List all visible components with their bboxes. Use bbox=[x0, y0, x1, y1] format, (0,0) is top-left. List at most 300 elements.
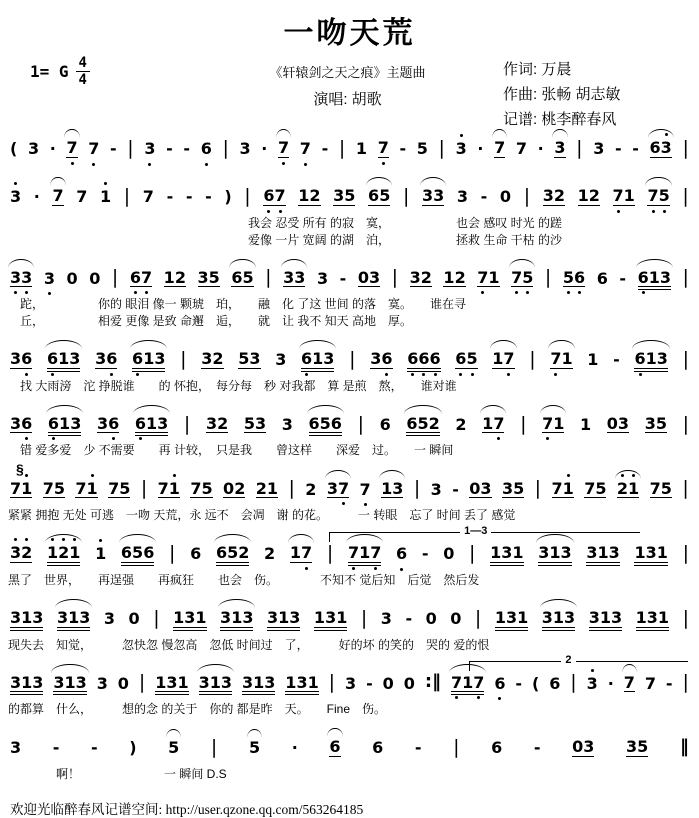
note-char: 1 bbox=[648, 267, 660, 287]
barline: | bbox=[360, 606, 368, 629]
note-char: 3 bbox=[656, 349, 668, 369]
note-char: 3 bbox=[27, 139, 40, 159]
note-char: 7 bbox=[75, 478, 87, 498]
note-group bbox=[264, 545, 275, 563]
note-char: 7 bbox=[337, 478, 350, 498]
note-group bbox=[309, 415, 342, 434]
note-group bbox=[66, 139, 77, 158]
note-char: 7 bbox=[157, 478, 169, 498]
lyrics-line: 我会 忍受 所有 的寂 寞， 也会 感叹 时光 的蹉 bbox=[8, 215, 563, 230]
notation-symbol bbox=[481, 188, 488, 206]
note-char: 6 bbox=[494, 673, 506, 693]
note-group bbox=[104, 610, 115, 628]
note-char: 5 bbox=[658, 186, 670, 206]
note-char: 1 bbox=[587, 350, 599, 370]
lyrics-line: 错 爱多爱 少 不需要 再 计较， 只是我 曾这样 深爱 过。 一 瞬间 bbox=[8, 443, 454, 458]
note-group bbox=[95, 350, 117, 369]
note-char: 2 bbox=[255, 478, 267, 498]
note-group bbox=[278, 139, 289, 158]
note-char: 3 bbox=[586, 543, 598, 563]
note-group bbox=[378, 139, 389, 158]
note-group bbox=[28, 140, 39, 158]
note-char: 7 bbox=[66, 138, 78, 158]
note-char: 3 bbox=[560, 543, 572, 563]
lyrics-line: 啊！ 一 瞬间 D.S bbox=[8, 766, 227, 781]
note-group bbox=[426, 610, 437, 628]
note-group bbox=[554, 139, 565, 158]
note-group bbox=[329, 738, 340, 757]
note-group bbox=[53, 674, 86, 693]
note-char: 1 bbox=[253, 672, 265, 692]
notation-symbol bbox=[183, 140, 190, 158]
note-char: 1 bbox=[173, 607, 185, 627]
note-char: 6 bbox=[263, 186, 275, 206]
note-char: 5 bbox=[227, 543, 239, 563]
note-group bbox=[550, 350, 572, 369]
note-char: 6 bbox=[372, 738, 384, 758]
note-char: 3 bbox=[455, 139, 467, 159]
notation-symbol bbox=[452, 481, 459, 499]
barline: | bbox=[413, 477, 421, 500]
note-char: 1 bbox=[482, 413, 494, 433]
note-char: 3 bbox=[96, 673, 108, 693]
notation-symbol bbox=[129, 739, 136, 757]
notation-symbol bbox=[50, 140, 56, 158]
note-char: 6 bbox=[215, 543, 228, 563]
note-char: 5 bbox=[416, 139, 428, 159]
note-char: 1 bbox=[490, 543, 502, 563]
note-group bbox=[301, 350, 334, 369]
note-group bbox=[381, 480, 403, 499]
music-system bbox=[8, 335, 691, 395]
note-char: - bbox=[613, 350, 620, 370]
note-char: 6 bbox=[407, 349, 419, 369]
note-char: 7 bbox=[301, 543, 313, 563]
note-char: 3 bbox=[370, 349, 382, 369]
note-char: 3 bbox=[660, 138, 672, 158]
notation-symbol bbox=[292, 739, 298, 757]
note-char: 6 bbox=[637, 267, 649, 287]
note-group bbox=[368, 187, 390, 206]
lyrics-line: 找 大雨滂 沱 挣脱谁 的 怀抱， 每分每 秒 对我都 算 是煎 熬， 谁对谁 bbox=[8, 378, 457, 393]
note-group bbox=[263, 187, 285, 206]
note-char: 6 bbox=[368, 186, 380, 206]
note-char: 1 bbox=[307, 672, 319, 692]
note-group bbox=[490, 544, 523, 563]
barline: | bbox=[326, 541, 334, 564]
note-char: · bbox=[33, 187, 40, 207]
note-char: 6 bbox=[308, 413, 320, 433]
note-group bbox=[256, 480, 278, 499]
note-char: 3 bbox=[608, 543, 620, 563]
notation-symbol bbox=[167, 188, 174, 206]
note-char: 3 bbox=[103, 608, 116, 628]
note-char: 5 bbox=[242, 267, 254, 287]
note-group bbox=[267, 609, 300, 628]
note-group bbox=[381, 610, 392, 628]
note-char: 2 bbox=[21, 543, 33, 563]
note-group bbox=[456, 140, 467, 158]
note-char: 6 bbox=[455, 349, 467, 369]
note-char: 3 bbox=[10, 738, 22, 758]
note-char: 3 bbox=[241, 672, 254, 692]
note-char: 1 bbox=[634, 543, 646, 563]
final-barline: ‖ bbox=[679, 736, 689, 758]
note-char: 7 bbox=[550, 349, 562, 369]
note-group bbox=[348, 544, 381, 563]
note-char: 2 bbox=[217, 413, 229, 433]
note-group bbox=[607, 415, 629, 434]
note-char: 6 bbox=[21, 413, 33, 433]
note-char: 0 bbox=[223, 478, 235, 498]
note-group bbox=[626, 738, 648, 757]
note-char: 3 bbox=[283, 267, 295, 287]
note-char: 3 bbox=[380, 608, 392, 628]
note-group bbox=[617, 480, 639, 499]
note-group bbox=[511, 269, 533, 288]
note-char: 3 bbox=[294, 267, 306, 287]
music-system bbox=[8, 172, 691, 248]
note-char: 7 bbox=[494, 138, 506, 158]
notation-symbol bbox=[608, 675, 614, 693]
note-char: 6 bbox=[231, 267, 243, 287]
note-group bbox=[10, 609, 43, 628]
note-char: 6 bbox=[330, 413, 342, 433]
note-char: 1 bbox=[517, 607, 529, 627]
note-char: 7 bbox=[190, 478, 202, 498]
barline: | bbox=[402, 184, 410, 207]
note-char: - bbox=[110, 139, 117, 159]
notation-symbol bbox=[91, 739, 98, 757]
note-char: 7 bbox=[647, 186, 659, 206]
note-char: 3 bbox=[316, 268, 329, 288]
footer-note: 欢迎光临醉春风记谱空间: http://user.qzone.qq.com/563264185 bbox=[10, 801, 364, 817]
time-signature-numerator: 4 bbox=[76, 56, 90, 72]
note-char: 0 bbox=[572, 737, 584, 757]
note-group bbox=[143, 188, 154, 206]
note-group bbox=[634, 350, 667, 369]
note-group bbox=[636, 609, 669, 628]
barline: | bbox=[210, 735, 218, 758]
note-char: 0 bbox=[606, 413, 618, 433]
note-char: 6 bbox=[634, 349, 646, 369]
note-char: 7 bbox=[108, 478, 120, 498]
note-group bbox=[135, 415, 168, 434]
note-char: 1 bbox=[177, 672, 189, 692]
note-char: 7 bbox=[493, 413, 505, 433]
note-char: 1 bbox=[69, 543, 81, 563]
note-char: 3 bbox=[10, 607, 22, 627]
note-char: 7 bbox=[515, 139, 527, 159]
barline: | bbox=[328, 671, 336, 694]
note-char: 5 bbox=[660, 478, 672, 498]
note-char: 2 bbox=[264, 544, 276, 564]
note-char: 7 bbox=[299, 139, 311, 159]
time-signature-denominator: 4 bbox=[78, 72, 87, 88]
note-char: 3 bbox=[593, 139, 605, 159]
note-char: 3 bbox=[266, 607, 279, 627]
note-char: · bbox=[49, 139, 56, 159]
note-group bbox=[645, 415, 667, 434]
note-char: 1 bbox=[86, 478, 98, 498]
note-group bbox=[589, 609, 622, 628]
notation-symbol bbox=[10, 140, 17, 158]
note-char: 3 bbox=[10, 413, 22, 433]
note-char: 2 bbox=[212, 349, 224, 369]
note-char: 3 bbox=[480, 478, 492, 498]
note-char: 3 bbox=[201, 349, 213, 369]
note-char: 3 bbox=[264, 672, 276, 692]
note-group bbox=[317, 270, 328, 288]
notation-symbol bbox=[615, 140, 622, 158]
note-char: 7 bbox=[377, 138, 389, 158]
volta-bracket bbox=[469, 654, 688, 671]
note-group bbox=[118, 675, 129, 693]
notation-symbol bbox=[422, 545, 429, 563]
note-char: 1 bbox=[155, 672, 167, 692]
note-group bbox=[223, 480, 245, 499]
key-signature bbox=[30, 56, 90, 87]
note-group bbox=[48, 415, 81, 434]
note-char: 1 bbox=[298, 186, 310, 206]
note-char: 3 bbox=[659, 267, 671, 287]
note-char: 5 bbox=[513, 478, 525, 498]
note-group bbox=[563, 269, 585, 288]
note-group bbox=[500, 188, 511, 206]
note-char: 0 bbox=[403, 673, 415, 693]
note-char: 6 bbox=[596, 268, 608, 288]
note-char: 1 bbox=[168, 478, 180, 498]
note-group bbox=[89, 270, 100, 288]
notation-symbol bbox=[399, 140, 406, 158]
note-char: 1 bbox=[488, 267, 500, 287]
note-char: - bbox=[421, 544, 429, 564]
barline: | bbox=[222, 137, 229, 159]
note-char: 3 bbox=[70, 413, 82, 433]
note-group bbox=[356, 140, 367, 158]
note-group bbox=[638, 269, 671, 288]
note-char: - bbox=[665, 673, 673, 693]
note-group bbox=[173, 609, 206, 628]
barline: | bbox=[288, 477, 295, 500]
note-group bbox=[10, 544, 32, 563]
note-group bbox=[201, 350, 223, 369]
note-group bbox=[43, 480, 65, 499]
note-group bbox=[97, 675, 108, 693]
barline: | bbox=[138, 671, 146, 694]
note-char: 5 bbox=[417, 413, 429, 433]
note-char: 3 bbox=[157, 413, 169, 433]
note-char: 5 bbox=[168, 738, 180, 758]
note-char: 1 bbox=[64, 672, 76, 692]
note-char: 1 bbox=[628, 478, 640, 498]
note-char: 2 bbox=[420, 267, 432, 287]
note-group bbox=[283, 269, 305, 288]
barline: | bbox=[349, 347, 356, 370]
note-char: 1 bbox=[562, 478, 574, 498]
note-char: 1 bbox=[645, 349, 657, 369]
note-group bbox=[650, 139, 672, 158]
notation-symbol bbox=[340, 270, 347, 288]
note-group bbox=[586, 544, 619, 563]
note-char: 6 bbox=[46, 349, 59, 369]
note-char: 1 bbox=[443, 267, 455, 287]
note-char: 6 bbox=[549, 673, 561, 693]
note-char: 3 bbox=[239, 139, 251, 159]
note-char: 3 bbox=[197, 267, 209, 287]
note-group bbox=[10, 415, 32, 434]
note-char: 3 bbox=[205, 413, 218, 433]
note-group bbox=[238, 350, 260, 369]
note-char: 1 bbox=[313, 607, 326, 627]
note-group bbox=[300, 140, 311, 158]
note-char: 3 bbox=[10, 267, 22, 287]
note-char: 6 bbox=[301, 349, 313, 369]
note-char: 3 bbox=[10, 349, 22, 369]
note-char: 7 bbox=[477, 267, 489, 287]
note-char: 6 bbox=[108, 413, 120, 433]
barline: | bbox=[529, 347, 536, 370]
repeat-barline: :‖ bbox=[424, 671, 442, 693]
note-char: - bbox=[515, 673, 523, 693]
note-char: 5 bbox=[655, 413, 667, 433]
note-char: 6 bbox=[429, 349, 441, 369]
note-group bbox=[44, 270, 55, 288]
note-char: 7 bbox=[473, 672, 485, 692]
notation-symbol bbox=[532, 675, 539, 693]
note-group bbox=[305, 481, 316, 499]
note-char: 3 bbox=[538, 543, 550, 563]
note-char: - bbox=[533, 738, 541, 758]
note-group bbox=[372, 739, 383, 757]
note-group bbox=[543, 187, 565, 206]
note-char: 5 bbox=[466, 349, 478, 369]
note-char: 0 bbox=[443, 544, 455, 564]
note-char: - bbox=[632, 139, 639, 159]
barline: | bbox=[520, 412, 527, 435]
note-char: 6 bbox=[200, 139, 212, 159]
note-group bbox=[634, 544, 667, 563]
note-group bbox=[76, 188, 87, 206]
note-char: 3 bbox=[32, 607, 44, 627]
note-group bbox=[396, 545, 407, 563]
notation-symbol bbox=[632, 140, 639, 158]
note-char: 1 bbox=[552, 607, 565, 627]
note-group bbox=[455, 350, 477, 369]
note-char: 0 bbox=[357, 267, 369, 287]
note-char: 7 bbox=[511, 267, 523, 287]
note-group bbox=[552, 480, 574, 499]
note-char: 3 bbox=[617, 413, 630, 433]
note-char: 3 bbox=[53, 672, 65, 692]
note-char: - bbox=[405, 608, 413, 628]
barline: | bbox=[576, 137, 583, 159]
note-char: 6 bbox=[134, 413, 146, 433]
note-group bbox=[580, 416, 591, 434]
note-group bbox=[206, 415, 228, 434]
note-group bbox=[10, 188, 21, 206]
barline: | bbox=[127, 137, 134, 159]
note-group bbox=[450, 610, 461, 628]
music-system bbox=[8, 594, 691, 654]
note-group bbox=[593, 140, 604, 158]
note-char: 1 bbox=[549, 543, 561, 563]
notation-symbol bbox=[538, 140, 544, 158]
note-group bbox=[95, 545, 106, 563]
note-group bbox=[502, 480, 524, 499]
music-system bbox=[8, 524, 691, 589]
note-group bbox=[100, 188, 111, 206]
note-group bbox=[240, 140, 251, 158]
note-char: 5 bbox=[344, 186, 356, 206]
note-char: 3 bbox=[588, 607, 600, 627]
note-group bbox=[314, 609, 347, 628]
note-char: 5 bbox=[248, 738, 261, 758]
note-group bbox=[249, 739, 260, 757]
note-group bbox=[443, 269, 465, 288]
notation-line bbox=[8, 594, 691, 637]
note-char: 7 bbox=[52, 186, 64, 206]
note-char: 7 bbox=[644, 673, 656, 693]
note-char: - bbox=[614, 139, 622, 159]
note-char: 3 bbox=[645, 543, 657, 563]
note-char: - bbox=[321, 139, 329, 159]
note-char: 1 bbox=[623, 186, 635, 206]
note-char: 3 bbox=[10, 187, 22, 207]
volta-bracket bbox=[329, 524, 640, 542]
note-char: 1 bbox=[59, 413, 71, 433]
note-char: 3 bbox=[456, 187, 469, 207]
note-char: 3 bbox=[626, 737, 638, 757]
notation-symbol bbox=[261, 140, 267, 158]
note-char: 6 bbox=[329, 737, 341, 757]
note-group bbox=[52, 187, 63, 206]
note-group bbox=[647, 187, 669, 206]
note-char: 7 bbox=[76, 187, 88, 207]
note-char: 3 bbox=[56, 607, 69, 627]
note-char: 1 bbox=[462, 672, 474, 692]
note-char: - bbox=[414, 738, 422, 758]
note-char: 0 bbox=[89, 268, 101, 288]
barline: | bbox=[682, 412, 689, 435]
note-group bbox=[57, 609, 90, 628]
barline: | bbox=[357, 412, 364, 435]
note-group bbox=[10, 739, 21, 757]
note-group bbox=[129, 610, 140, 628]
note-char: 6 bbox=[120, 543, 133, 563]
note-char: 1 bbox=[580, 414, 592, 434]
note-char: 5 bbox=[53, 478, 65, 498]
note-char: 5 bbox=[201, 478, 213, 498]
lyrics-line: 爱像 一片 宽阔 的湖 泊， 拯救 生命 干枯 的沙 bbox=[8, 232, 563, 247]
note-group bbox=[380, 416, 391, 434]
note-char: 1 bbox=[599, 607, 611, 627]
note-char: 1 bbox=[46, 543, 59, 563]
note-group bbox=[88, 140, 99, 158]
note-char: 6 bbox=[418, 349, 430, 369]
note-char: 3 bbox=[43, 268, 55, 288]
note-char: 0 bbox=[117, 673, 129, 693]
note-group bbox=[130, 269, 152, 288]
note-char: - bbox=[91, 738, 98, 758]
note-char: 3 bbox=[542, 186, 554, 206]
note-group bbox=[244, 415, 266, 434]
note-char: 1 bbox=[195, 607, 207, 627]
note-char: 7 bbox=[612, 186, 624, 206]
notation-symbol bbox=[366, 675, 373, 693]
note-group bbox=[155, 674, 188, 693]
barline: | bbox=[534, 477, 542, 500]
